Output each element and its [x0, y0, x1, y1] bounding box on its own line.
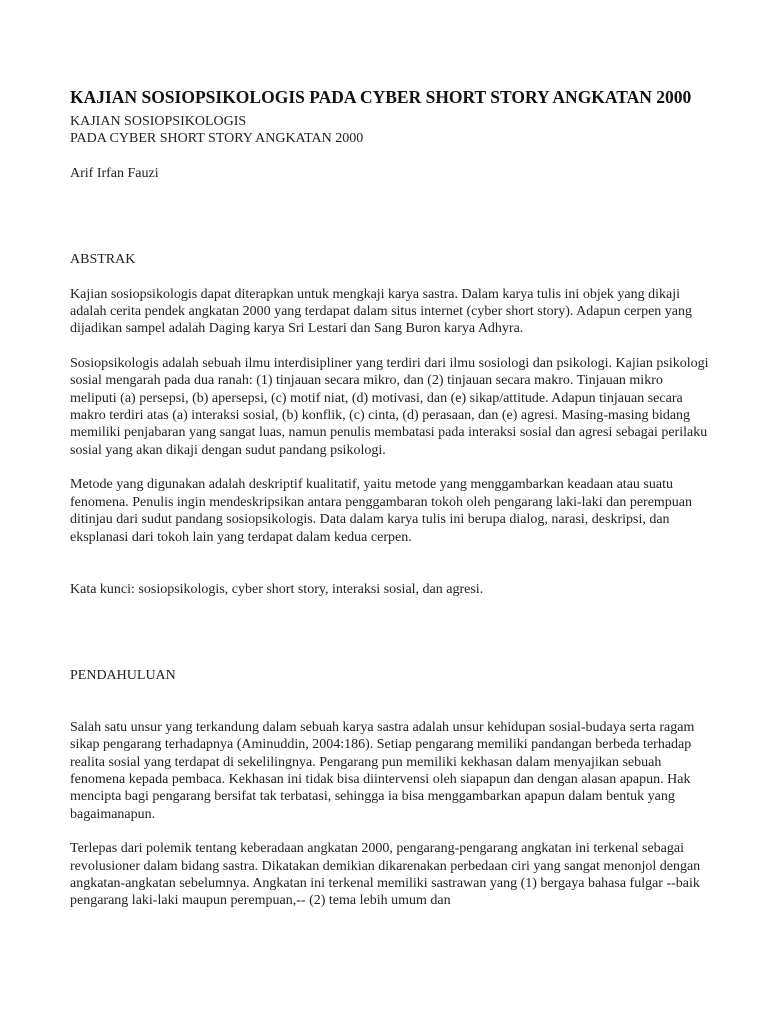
abstract-paragraph-2: Sosiopsikologis adalah sebuah ilmu interdisipliner yang terdiri dari ilmu sosiologi dan psikologi. Kajian psikologi sosial mengarah pada dua ranah: (1) tinjauan secara mikro, dan (2) tinjauan secara makro. Tinjauan mikro meliputi (a) persepsi, (b) apersepsi, (c) motif niat, (d) motivasi, dan (e) sikap/attitude. Adapun tinjauan secara makro terdiri atas (a) interaksi sosial, (b) konflik, (c) cinta, (d) perasaan, dan (e) agresi. Masing-masing bidang memiliki penjabaran yang sangat luas, namun penulis membatasi pada interaksi sosial dan agresi sebagai perilaku sosial yang akan dikaji dengan sudut pandang psikologi. [70, 355, 709, 458]
abstract-paragraph-1: Kajian sosiopsikologis dapat diterapkan untuk mengkaji karya sastra. Dalam karya tulis ini objek yang dikaji adalah cerita pendek angkatan 2000 yang terdapat dalam situs internet (cyber short story). Adapun cerpen yang dijadikan sampel adalah Daging karya Sri Lestari dan Sang Buron karya Adhyra. [70, 286, 692, 337]
document-title: KAJIAN SOSIOPSIKOLOGIS PADA CYBER SHORT STORY ANGKATAN 2000 [70, 87, 692, 107]
abstract-heading: ABSTRAK [70, 252, 136, 268]
keywords-line: Kata kunci: sosiopsikologis, cyber short story, interaksi sosial, dan agresi. [70, 581, 484, 597]
author-name: Arif Irfan Fauzi [70, 165, 159, 181]
document-body [70, 86, 710, 910]
subtitle-line-2: PADA CYBER SHORT STORY ANGKATAN 2000 [70, 131, 364, 147]
introduction-paragraph-1: Salah satu unsur yang terkandung dalam sebuah karya sastra adalah unsur kehidupan sosial-budaya serta ragam sikap pengarang terhadapnya (Aminuddin, 2004:186). Setiap pengarang memiliki pandangan berbeda terhadap realita sosial yang terdapat di sekelilingnya. Pengarang pun memiliki kekhasan dalam menyajikan sebuah fenomena kepada pembaca. Kekhasan ini tidak bisa diintervensi oleh siapapun dan dengan alasan apapun. Hak mencipta bagi pengarang bersifat tak terbatasi, sehingga ia bisa menggambarkan apapun dalam bentuk yang bagaimanapun. [70, 719, 695, 822]
abstract-paragraph-3: Metode yang digunakan adalah deskriptif kualitatif, yaitu metode yang menggambarkan keadaan atau suatu fenomena. Penulis ingin mendeskripsikan antara penggambaran tokoh oleh pengarang laki-laki dan perempuan ditinjau dari sudut pandang sosiopsikologis. Data dalam karya tulis ini berupa dialog, narasi, deskripsi, dan eksplanasi dari tokoh lain yang terdapat dalam kedua cerpen. [70, 477, 693, 545]
introduction-paragraph-2: Terlepas dari polemik tentang keberadaan angkatan 2000, pengarang-pengarang angkatan ini terkenal sebagai revolusioner dalam bidang sastra. Dikatakan demikian dikarenakan perbedaan ciri yang sangat menonjol dengan angkatan-angkatan sebelumnya. Angkatan ini terkenal memiliki sastrawan yang (1) bergaya bahasa fulgar --baik pengarang laki-laki maupun perempuan,-- (2) tema lebih umum dan [70, 841, 701, 909]
introduction-heading: PENDAHULUAN [70, 668, 176, 684]
subtitle-line-1: KAJIAN SOSIOPSIKOLOGIS [70, 114, 247, 129]
